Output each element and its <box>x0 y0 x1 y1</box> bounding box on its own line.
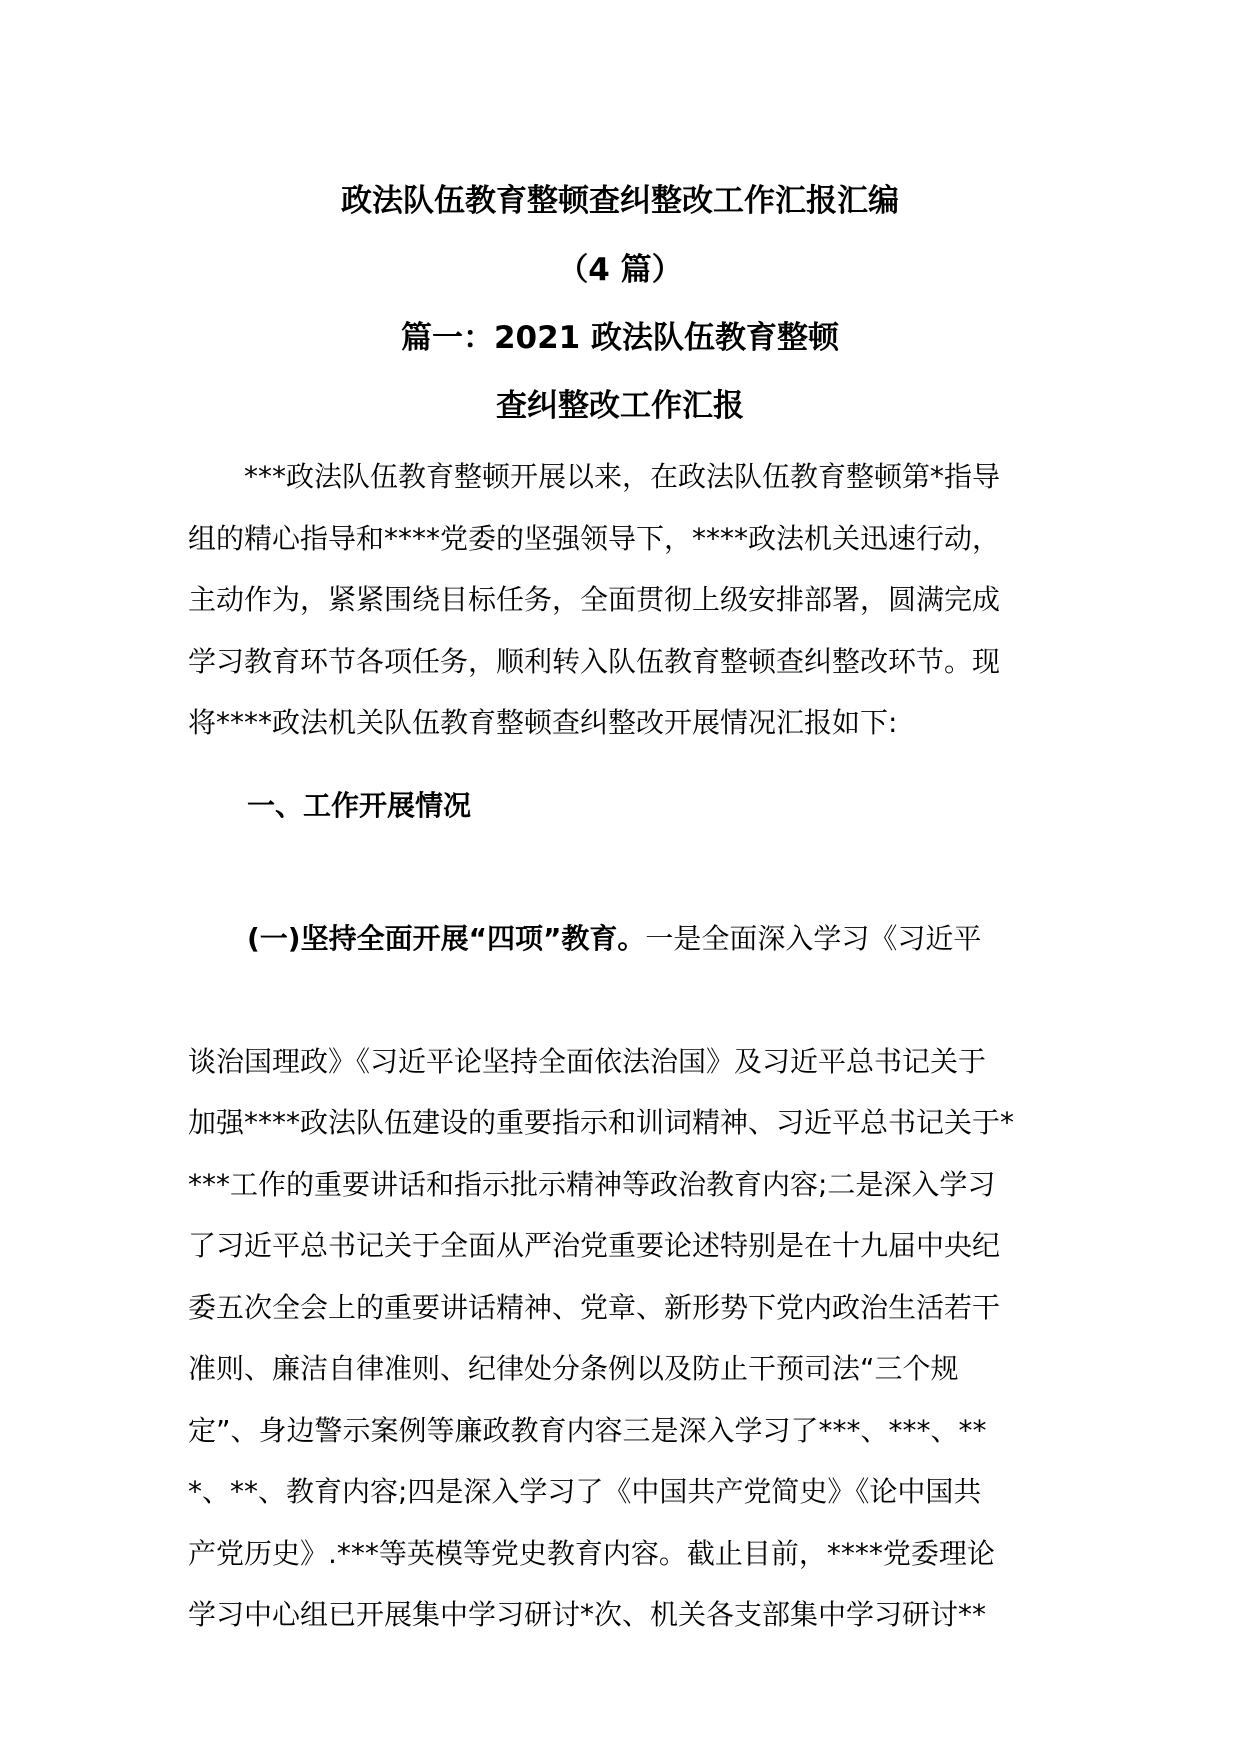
chapter-title-line-2: 查纠整改工作汇报 <box>496 388 744 424</box>
document-title-line-2: （4 篇） <box>557 252 683 288</box>
subsection-first-line-text: 一是全面深入学习《习近平 <box>645 921 982 955</box>
chapter-title-line-1: 篇一：2021 政法队伍教育整顿 <box>400 320 840 356</box>
subsection-body-text: 谈治国理政》《习近平论坚持全面依法治国》及习近平总书记关于 加强****政法队伍建设的重要指示和训词精神、习近平总书记关于* ***工作的重要讲话和指示批示精神等政治教育内容;二是深入学习 了习近平总书记关于全面从严治党重要论述特别是在十九届中央纪 委五次全会上的重要讲话精神、党章、新形势下党内政治生活若干 准则、廉洁自律准则、纪律处分条例以及防止干预司法“三个规 定”、身边警示案例等廉政教育内容三是深入学习了***、***、** *、**、教育内容;四是深入学习了《中国共产党简史》《论中国共 产党历史》.***等英模等党史教育内容。截止目前，****党委理论 学习中心组已开展集中学习研讨*次、机关各支部集中学习研讨** <box>188 1044 1015 1631</box>
section-paragraph-first-line <box>188 908 1068 970</box>
intro-paragraph: ***政法队伍教育整顿开展以来，在政法队伍教育整顿第*指导 组的精心指导和****党委的坚强领导下，****政法机关迅速行动， 主动作为，紧紧围绕目标任务，全面贯彻上级安排部署，圆满完成 学习教育环节各项任务，顺利转入队伍教育整顿查纠整改环节。现 将****政法机关队伍教育整顿查纠整改开展情况汇报如下: <box>188 460 1001 739</box>
section-heading: 一、工作开展情况 <box>247 789 472 822</box>
document-title-line-1: 政法队伍教育整顿查纠整改工作汇报汇编 <box>341 183 899 219</box>
subsection-heading: (一)坚持全面开展“四项”教育。 <box>247 921 646 955</box>
section-paragraph <box>188 846 1068 1707</box>
